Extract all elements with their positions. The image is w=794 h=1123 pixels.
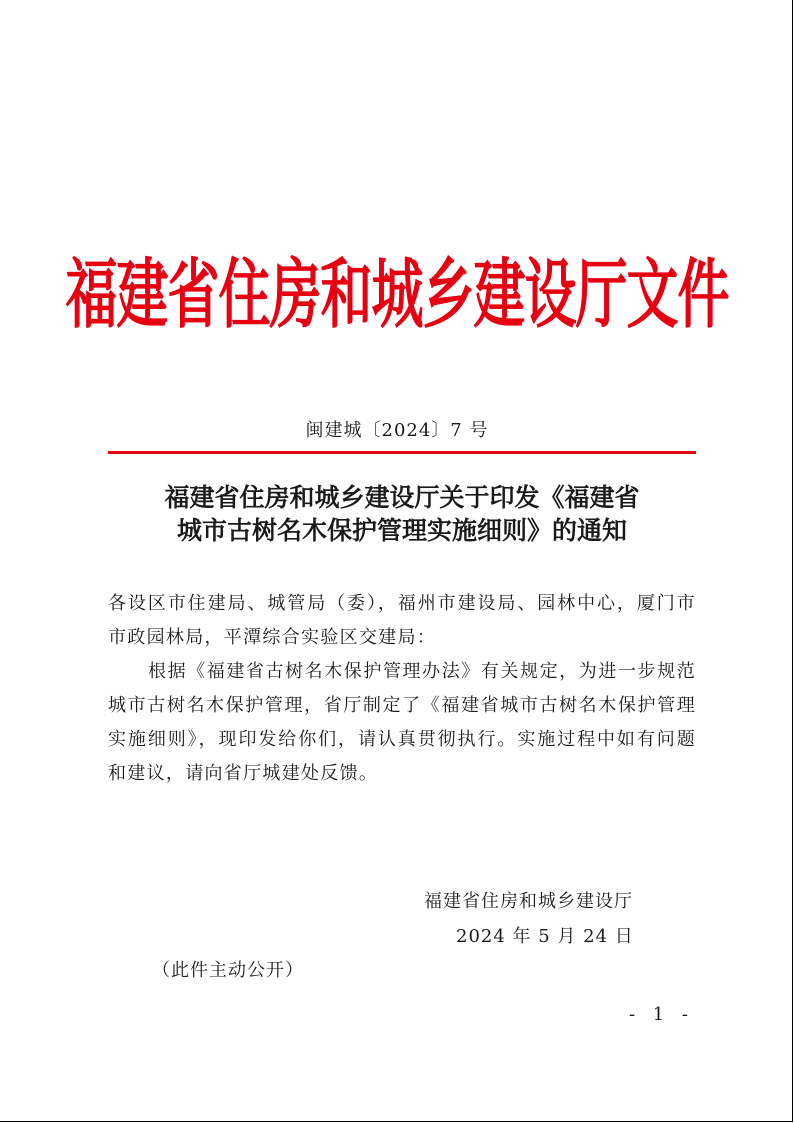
issue-date: 2024 年 5 月 24 日: [456, 926, 634, 947]
document-body: [108, 587, 696, 791]
document-title: [108, 481, 696, 547]
page-number: - 1 -: [628, 1004, 694, 1025]
disclosure-note: （此件主动公开）: [152, 960, 304, 981]
addressee: 各设区市住建局、城管局（委），福州市建设局、园林中心，厦门市市政园林局，平潭综合实验区交建局：: [108, 593, 696, 648]
document-number: 闽建城〔2024〕7 号: [305, 420, 489, 441]
red-divider-line: [108, 451, 696, 454]
title-line-2: 城市古树名木保护管理实施细则》的通知: [176, 516, 627, 545]
issuer-banner: 福建省住房和城乡建设厅文件: [65, 252, 729, 340]
title-line-1: 福建省住房和城乡建设厅关于印发《福建省: [164, 483, 640, 512]
body-paragraph: 根据《福建省古树名木保护管理办法》有关规定，为进一步规范城市古树名木保护管理，省厅制定了《福建省城市古树名木保护管理实施细则》，现印发给你们，请认真贯彻执行。实施过程中如有问题和建议，请向省厅城建处反馈。: [108, 661, 696, 784]
issuer-signature: 福建省住房和城乡建设厅: [424, 891, 633, 912]
